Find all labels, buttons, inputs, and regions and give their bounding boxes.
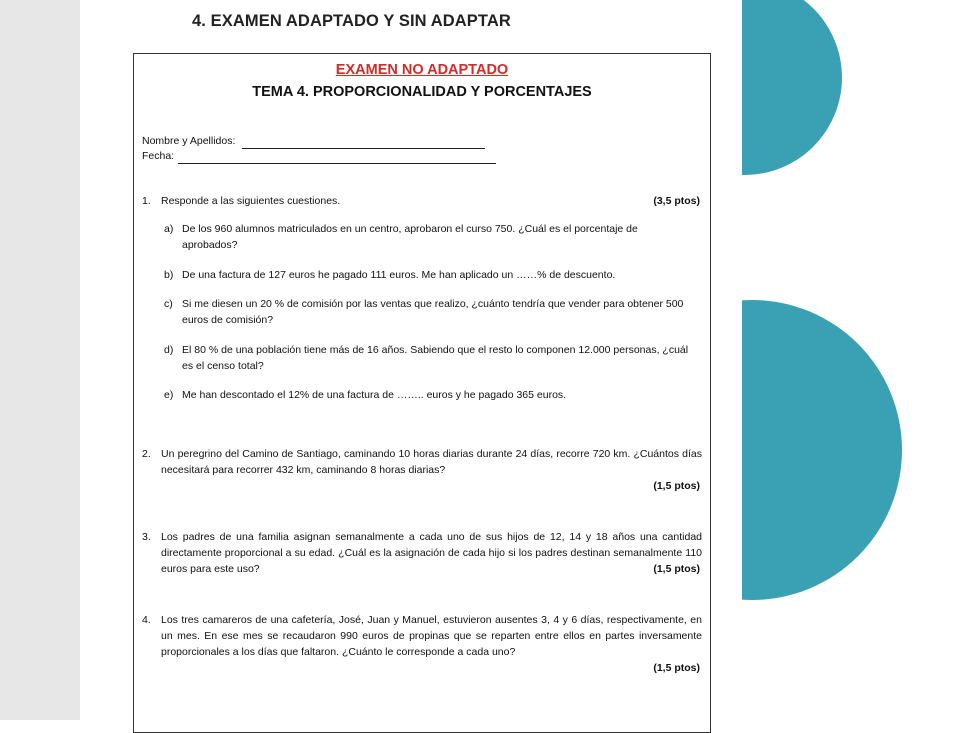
question-2	[142, 446, 702, 494]
question-number: 2.	[142, 448, 151, 460]
subquestion-b	[164, 267, 690, 283]
subquestion-c	[164, 296, 690, 328]
slide-title: 4. EXAMEN ADAPTADO Y SIN ADAPTAR	[192, 12, 511, 30]
exam-document	[133, 53, 711, 733]
subquestion-text: El 80 % de una población tiene más de 16 años. Sabiendo que el resto lo componen 12.000 personas, ¿cuál es el censo total?	[182, 344, 689, 372]
subquestion-letter: c)	[164, 298, 173, 310]
question-points: (1,5 ptos)	[653, 480, 700, 492]
subquestion-a	[164, 221, 690, 253]
date-blank-line	[178, 152, 496, 164]
question-points: (1,5 ptos)	[647, 561, 700, 577]
subquestion-letter: a)	[164, 223, 174, 235]
subquestion-d	[164, 342, 690, 374]
subquestion-letter: b)	[164, 269, 174, 281]
exam-type-label: EXAMEN NO ADAPTADO	[335, 62, 509, 78]
question-1	[142, 193, 702, 209]
subquestion-letter: d)	[164, 344, 174, 356]
question-text-content: Los padres de una familia asignan semanalmente a cada uno de sus hijos de 12, 14 y 18 años una cantidad directamente proporcional a su edad. ¿Cuál es la asignación de cada hijo si los padres destinan semanalmente 110 euros para este uso?	[161, 531, 702, 575]
name-field-row	[142, 134, 496, 149]
name-blank-line	[242, 137, 485, 149]
question-points: (3,5 ptos)	[653, 195, 700, 207]
subquestion-text: De una factura de 127 euros he pagado 111 euros. Me han aplicado un ……% de descuento.	[182, 269, 616, 281]
subquestion-text: Me han descontado el 12% de una factura de …….. euros y he pagado 365 euros.	[182, 389, 567, 401]
right-decoration-panel	[742, 0, 960, 720]
date-label: Fecha:	[142, 150, 175, 162]
teal-circle-top	[742, 0, 842, 175]
exam-topic-title: TEMA 4. PROPORCIONALIDAD Y PORCENTAJES	[252, 84, 592, 100]
question-number: 1.	[142, 195, 151, 207]
exam-header	[134, 62, 710, 100]
question-number: 4.	[142, 614, 151, 626]
teal-circle-middle	[742, 300, 902, 600]
subquestion-letter: e)	[164, 389, 174, 401]
question-points: (1,5 ptos)	[653, 662, 700, 674]
question-text: Un peregrino del Camino de Santiago, caminando 10 horas diarias durante 24 días, recorre 720 km. ¿Cuántos días necesitará para recorrer 432 km, caminando 8 horas diarias?	[161, 448, 702, 476]
date-field-row	[142, 149, 496, 164]
subquestion-text: De los 960 alumnos matriculados en un centro, aprobaron el curso 750. ¿Cuál es el porcentaje de aprobados?	[182, 223, 638, 251]
name-label: Nombre y Apellidos:	[142, 135, 236, 147]
question-3	[142, 529, 702, 577]
question-number: 3.	[142, 531, 151, 543]
subquestion-text: Si me diesen un 20 % de comisión por las ventas que realizo, ¿cuánto tendría que vender para obtener 500 euros de comisión?	[182, 298, 684, 326]
subquestion-e	[164, 387, 690, 403]
student-info-fields	[142, 134, 496, 164]
question-4	[142, 612, 702, 676]
question-text: Responde a las siguientes cuestiones.	[161, 195, 341, 207]
left-margin-panel	[0, 0, 80, 720]
question-text: Los tres camareros de una cafetería, José, Juan y Manuel, estuvieron ausentes 3, 4 y 6 días, respectivamente, en un mes. En ese mes se recaudaron 990 euros de propinas que se reparten entre ellos en partes inversamente proporcionales a los días que faltaron. ¿Cuánto le corresponde a cada uno?	[161, 614, 702, 658]
question-text	[161, 529, 702, 577]
